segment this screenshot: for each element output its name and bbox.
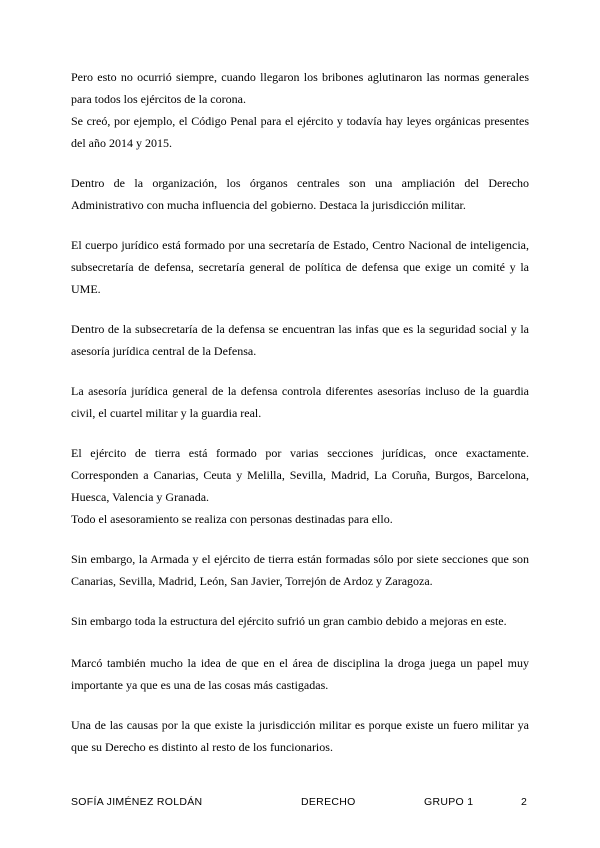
- paragraph-4: [71, 318, 529, 362]
- paragraph-text: Sin embargo, la Armada y el ejército de tierra están formadas sólo por siete secciones que son Canarias, Sevilla, Madrid, León, San Javier, Torrejón de Ardoz y Zaragoza.: [71, 552, 529, 588]
- paragraph-2: [71, 172, 529, 216]
- paragraph-5: [71, 380, 529, 424]
- paragraph-text: Todo el asesoramiento se realiza con personas destinadas para ello.: [71, 512, 393, 526]
- footer-page-number: 2: [521, 796, 528, 808]
- paragraph-text: Una de las causas por la que existe la jurisdicción militar es porque existe un fuero militar ya que su Derecho es distinto al resto de los funcionarios.: [71, 718, 529, 754]
- paragraph-9: [71, 652, 529, 696]
- footer-author: SOFÍA JIMÉNEZ ROLDÁN: [71, 796, 203, 808]
- paragraph-1: [71, 66, 529, 154]
- paragraph-text: Marcó también mucho la idea de que en el área de disciplina la droga juega un papel muy importante ya que es una de las cosas más castigadas.: [71, 656, 529, 692]
- paragraph-3: [71, 234, 529, 300]
- paragraph-text: Se creó, por ejemplo, el Código Penal para el ejército y todavía hay leyes orgánicas presentes del año 2014 y 2015.: [71, 114, 529, 150]
- paragraph-text: La asesoría jurídica general de la defensa controla diferentes asesorías incluso de la guardia civil, el cuartel militar y la guardia real.: [71, 384, 529, 420]
- paragraph-text: El cuerpo jurídico está formado por una secretaría de Estado, Centro Nacional de inteligencia, subsecretaría de defensa, secretaría general de política de defensa que exige un comité y la UME.: [71, 238, 529, 296]
- footer-subject: DERECHO: [301, 796, 356, 808]
- paragraph-text: Sin embargo toda la estructura del ejército sufrió un gran cambio debido a mejoras en este.: [71, 614, 507, 628]
- paragraph-text: Dentro de la subsecretaría de la defensa se encuentran las infas que es la seguridad social y la asesoría jurídica central de la Defensa.: [71, 322, 529, 358]
- paragraph-7: [71, 548, 529, 592]
- paragraph-10: [71, 714, 529, 758]
- paragraph-text: Dentro de la organización, los órganos centrales son una ampliación del Derecho Administrativo con mucha influencia del gobierno. Destaca la jurisdicción militar.: [71, 176, 529, 212]
- paragraph-text: El ejército de tierra está formado por varias secciones jurídicas, once exactamente. Corresponden a Canarias, Ceuta y Melilla, Sevilla, Madrid, La Coruña, Burgos, Barcelona, Huesca, Valencia y Granada.: [71, 446, 529, 504]
- paragraph-8: [71, 610, 529, 632]
- paragraph-text: Pero esto no ocurrió siempre, cuando llegaron los bribones aglutinaron las normas generales para todos los ejércitos de la corona.: [71, 70, 529, 106]
- paragraph-6: [71, 442, 529, 530]
- footer-group: GRUPO 1: [424, 796, 474, 808]
